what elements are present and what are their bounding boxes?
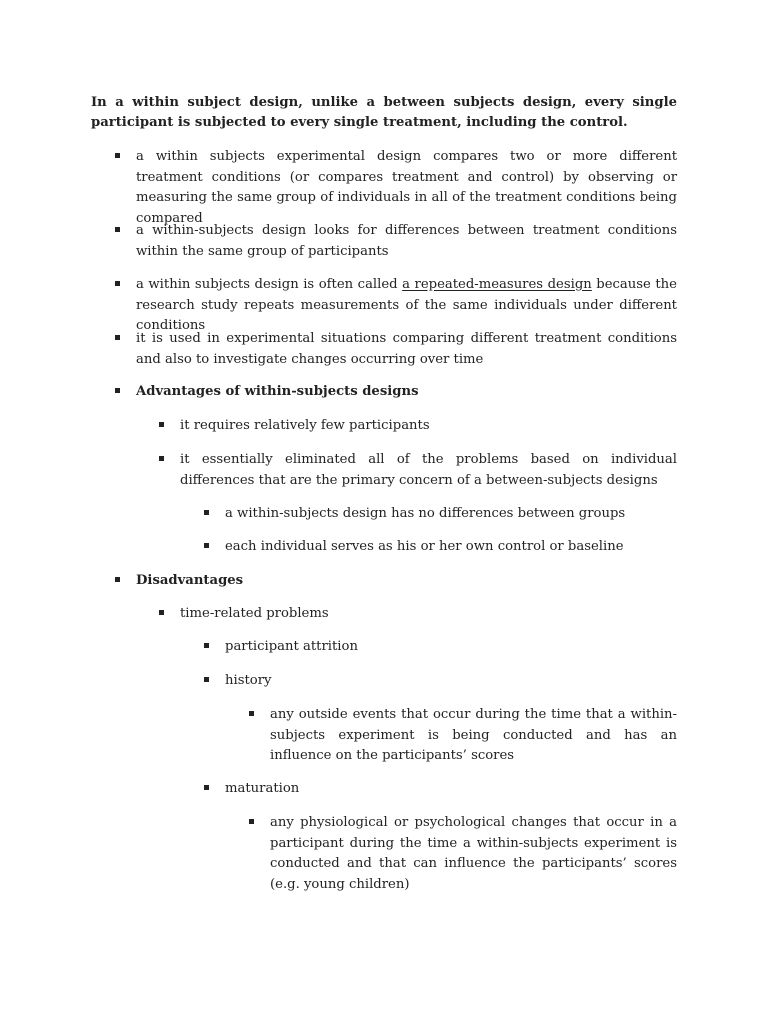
list-item bbox=[204, 779, 677, 800]
bullet-marker bbox=[204, 643, 209, 648]
list-item bbox=[159, 450, 677, 491]
bullet-marker bbox=[204, 677, 209, 682]
list-item bbox=[115, 221, 677, 262]
disadvantages-heading bbox=[115, 571, 677, 592]
text-segment: a within subjects design is often called bbox=[136, 277, 403, 292]
bullet-marker bbox=[115, 153, 120, 158]
list-item-text: Advantages of within-subjects designs bbox=[136, 384, 419, 399]
list-item bbox=[115, 329, 677, 370]
list-item bbox=[159, 604, 677, 625]
bullet-marker bbox=[204, 785, 209, 790]
list-item-text: a within-subjects design looks for differences between treatment conditions within the same group of participants bbox=[136, 223, 677, 259]
repeated-measures-link[interactable]: a repeated-measures design bbox=[402, 277, 592, 292]
advantages-heading bbox=[115, 382, 677, 403]
list-item bbox=[115, 275, 677, 337]
text-segment: because the research study repeats measurements of the same individuals under different conditions bbox=[136, 277, 677, 333]
bullet-marker bbox=[204, 543, 209, 548]
bullet-marker bbox=[115, 577, 120, 582]
bullet-marker bbox=[115, 281, 120, 286]
list-item bbox=[204, 637, 677, 658]
bullet-marker bbox=[115, 388, 120, 393]
list-item-text: Disadvantages bbox=[136, 573, 244, 588]
bullet-marker bbox=[159, 456, 164, 461]
list-item bbox=[249, 813, 677, 895]
list-item-text: a within-subjects design has no differences between groups bbox=[225, 506, 626, 521]
list-item-text: history bbox=[225, 673, 272, 688]
list-item bbox=[204, 504, 677, 525]
list-item-text: maturation bbox=[225, 781, 300, 796]
bullet-marker bbox=[115, 227, 120, 232]
list-item bbox=[249, 705, 677, 767]
list-item bbox=[159, 416, 677, 437]
bullet-marker bbox=[249, 819, 254, 824]
intro-paragraph: In a within subject design, unlike a between subjects design, every single participant is subjected to every single treatment, including the control. bbox=[91, 95, 677, 130]
list-item-text: time-related problems bbox=[180, 606, 329, 621]
list-item-text: participant attrition bbox=[225, 639, 358, 654]
list-item-text: it essentially eliminated all of the problems based on individual differences that are the primary concern of a between-subjects designs bbox=[180, 452, 677, 488]
bullet-marker bbox=[159, 610, 164, 615]
list-item-text: each individual serves as his or her own control or baseline bbox=[225, 539, 624, 554]
bullet-marker bbox=[159, 422, 164, 427]
list-item bbox=[115, 147, 677, 229]
list-item-text: any outside events that occur during the time that a within-subjects experiment is being conducted and has an influence on the participants’ scores bbox=[270, 707, 677, 763]
list-item bbox=[204, 537, 677, 558]
list-item-text: it requires relatively few participants bbox=[180, 418, 430, 433]
list-item-text: a within subjects experimental design compares two or more different treatment conditions (or compares treatment and control) by observing or measuring the same group of individuals in all of the treatment conditions being compared bbox=[136, 149, 677, 226]
list-item-text bbox=[136, 275, 677, 337]
list-item bbox=[204, 671, 677, 692]
list-item-text: any physiological or psychological changes that occur in a participant during the time a within-subjects experiment is conducted and that can influence the participants’ scores (e.g. young children) bbox=[270, 815, 677, 892]
list-item-text: it is used in experimental situations comparing different treatment conditions and also to investigate changes occurring over time bbox=[136, 331, 677, 367]
bullet-marker bbox=[115, 335, 120, 340]
bullet-marker bbox=[249, 711, 254, 716]
bullet-marker bbox=[204, 510, 209, 515]
